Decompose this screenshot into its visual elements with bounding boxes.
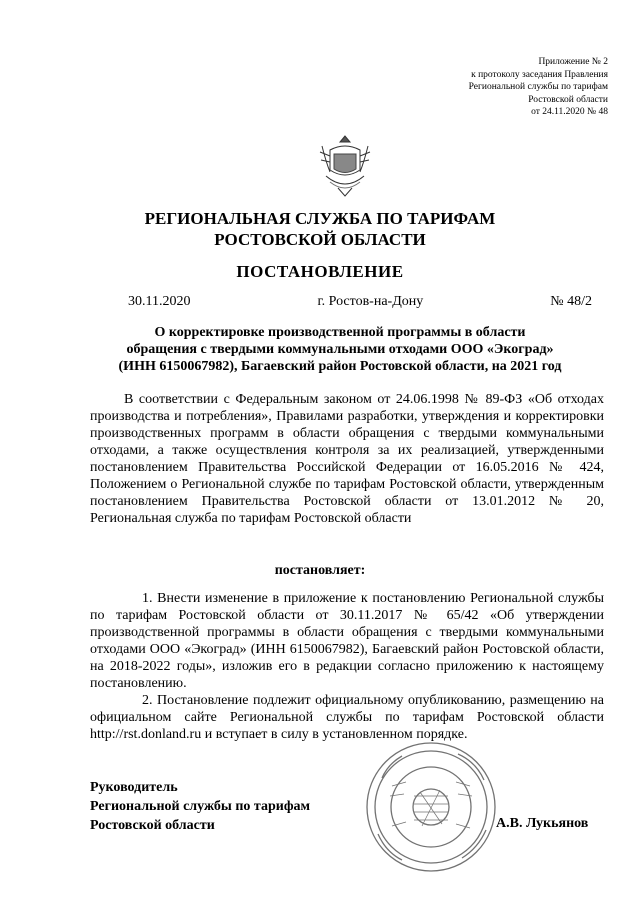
resolution-item-2: 2. Постановление подлежит официальному опубликованию, размещению на официальном сайте Региональной службы по тарифам Ростовской области http://rst.donland.ru и вступает в силу в установленном порядке.: [90, 693, 604, 742]
signer-position-line: Руководитель: [90, 780, 178, 795]
signature-block: [90, 778, 310, 835]
decree-meta-row: [90, 294, 592, 310]
appendix-line: Ростовской области: [528, 94, 608, 105]
resolution-item-1: 1. Внести изменение в приложение к постановлению Региональной службы по тарифам Ростовской области от 30.11.2017 № 65/42 «Об утверждении производственной программы в области обращения с твердыми коммунальными отходами ООО «Экоград» (ИНН 6150067982), Багаевский район Ростовской области, на 2018-2022 годы», изложив его в редакции согласно приложению к настоящему постановлению.: [90, 591, 604, 691]
organization-title-line: РЕГИОНАЛЬНАЯ СЛУЖБА ПО ТАРИФАМ: [144, 209, 496, 228]
subject-line: (ИНН 6150067982), Багаевский район Ростовской области, на 2021 год: [118, 359, 562, 374]
official-seal-stamp: [362, 738, 500, 876]
signer-position-line: Ростовской области: [90, 818, 215, 833]
signer-position-line: Региональной службы по тарифам: [90, 799, 311, 814]
appendix-line: к протоколу заседания Правления: [471, 69, 608, 80]
appendix-line: от 24.11.2020 № 48: [531, 107, 608, 117]
decree-subject: [90, 324, 590, 375]
decree-place: г. Ростов-на-Дону: [317, 294, 424, 309]
decree-number: № 48/2: [550, 294, 592, 309]
preamble-paragraph: В соответствии с Федеральным законом от 24.06.1998 № 89-ФЗ «Об отходах производства и потребления», Правилами разработки, утверждения и корректировки производственных программ в области обращения с твердыми коммунальными отходами, а также осуществления контроля за их реализацией, утвержденными постановлением Правительства Российской Федерации от 16.05.2016 № 424, Положением о Региональной службе по тарифам Ростовской области, утвержденным постановлением Правительства Ростовской области от 13.01.2012 № 20, Региональная служба по тарифам Ростовской области: [90, 392, 604, 526]
subject-line: обращения с твердыми коммунальными отходами ООО «Экоград»: [126, 342, 554, 357]
subject-line: О корректировке производственной программы в области: [154, 325, 526, 340]
appendix-line: Приложение № 2: [538, 57, 608, 67]
decree-date: 30.11.2020: [128, 294, 191, 309]
organization-title: [0, 208, 640, 250]
coat-of-arms-icon: [316, 132, 374, 198]
resolves-heading: постановляет:: [274, 563, 366, 578]
appendix-note: [469, 56, 608, 119]
organization-title-line: РОСТОВСКОЙ ОБЛАСТИ: [214, 230, 426, 249]
document-type-title: ПОСТАНОВЛЕНИЕ: [236, 262, 404, 281]
signer-name: А.В. Лукьянов: [496, 816, 589, 831]
appendix-line: Региональной службы по тарифам: [468, 82, 608, 92]
